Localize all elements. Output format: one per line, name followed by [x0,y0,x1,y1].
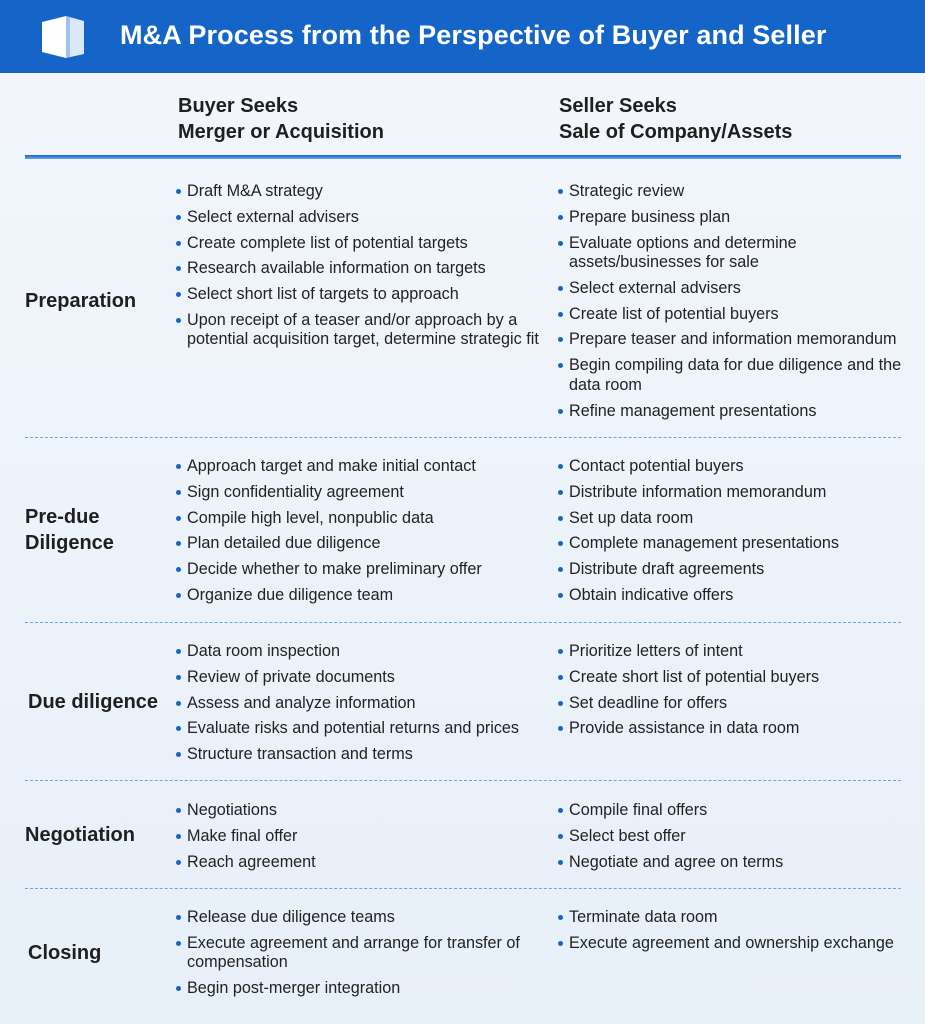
stage-label [28,689,158,715]
buyer-item-text: Reach agreement [187,852,316,871]
buyer-item-text: Sign confidentiality agreement [187,482,404,501]
seller-list-item [558,208,918,228]
seller-list-item [558,827,918,847]
buyer-item-text: Make final offer [187,826,298,845]
bullet-icon [558,189,563,194]
seller-list-item [558,908,918,928]
buyer-list [176,457,546,612]
bullet-icon [176,464,181,469]
bullet-icon [558,649,563,654]
seller-list [558,182,918,427]
seller-list-item [558,356,918,395]
bullet-icon [558,834,563,839]
book-icon [40,16,88,58]
bullet-icon [176,701,181,706]
buyer-list-item [176,979,546,999]
bullet-icon [176,752,181,757]
bullet-icon [176,915,181,920]
buyer-list-item [176,311,546,350]
stage-label-line: Closing [28,942,102,964]
seller-list-item [558,642,918,662]
buyer-item-text: Approach target and make initial contact [187,457,476,475]
seller-item-text: Strategic review [569,182,685,200]
buyer-list-item [176,934,546,973]
buyer-list [176,801,546,878]
bullet-icon [176,241,181,246]
buyer-item-text: Evaluate risks and potential returns and prices [187,719,520,738]
stage-label-line: Negotiation [25,824,135,846]
buyer-item-text: Review of private documents [187,667,395,686]
seller-list-item [558,719,918,739]
row-divider [25,888,901,889]
buyer-list-item [176,668,546,688]
seller-item-text: Set up data room [569,508,694,527]
bullet-icon [176,318,181,323]
seller-list-item [558,534,918,554]
buyer-heading-line-1: Buyer Seeks [178,95,299,117]
seller-item-text: Select best offer [569,826,686,845]
buyer-list-item [176,719,546,739]
bullet-icon [558,286,563,291]
buyer-list-item [176,694,546,714]
bullet-icon [558,516,563,521]
buyer-item-text: Select external advisers [187,207,359,226]
seller-item-text: Terminate data room [569,908,718,926]
buyer-item-text: Release due diligence teams [187,908,395,926]
buyer-list-item [176,801,546,821]
bullet-icon [176,593,181,598]
seller-item-text: Begin compiling data for due diligence and the data room [569,356,902,394]
buyer-list-item [176,853,546,873]
bullet-icon [176,649,181,654]
seller-item-text: Obtain indicative offers [569,585,734,604]
bullet-icon [558,567,563,572]
buyer-list-item [176,586,546,606]
stage-label-line: Due diligence [28,691,159,713]
row-divider [25,437,901,438]
seller-item-text: Create list of potential buyers [569,304,779,323]
seller-item-text: Provide assistance in data room [569,719,800,738]
seller-list-item [558,801,918,821]
seller-heading-line-1: Seller Seeks [559,95,677,117]
seller-item-text: Create short list of potential buyers [569,667,820,686]
buyer-item-text: Upon receipt of a teaser and/or approach by a potential acquisition target, determine strategic fit [187,310,539,349]
bullet-icon [176,490,181,495]
seller-list [558,801,918,878]
seller-list [558,908,918,960]
seller-item-text: Distribute draft agreements [569,560,765,579]
seller-list-item [558,934,918,954]
bullet-icon [558,215,563,220]
buyer-list-item [176,908,546,928]
buyer-heading-line-2: Merger or Acquisition [178,121,384,143]
bullet-icon [176,860,181,865]
bullet-icon [176,292,181,297]
bullet-icon [558,675,563,680]
buyer-item-text: Organize due diligence team [187,585,394,604]
seller-list-item [558,853,918,873]
buyer-list-item [176,534,546,554]
buyer-list-item [176,560,546,580]
buyer-item-text: Select short list of targets to approach [187,285,459,304]
seller-item-text: Prioritize letters of intent [569,642,743,660]
seller-list [558,457,918,612]
bullet-icon [558,541,563,546]
stage-label [25,288,136,314]
bullet-icon [558,363,563,368]
seller-list-item [558,668,918,688]
bullet-icon [558,593,563,598]
buyer-item-text: Assess and analyze information [187,693,416,712]
seller-list-item [558,305,918,325]
seller-list-item [558,509,918,529]
buyer-list-item [176,208,546,228]
buyer-column-heading [178,93,384,145]
header-divider [25,155,901,159]
seller-list-item [558,182,918,202]
seller-item-text: Complete management presentations [569,534,839,553]
seller-item-text: Distribute information memorandum [569,482,827,501]
bullet-icon [176,215,181,220]
buyer-item-text: Research available information on targets [187,259,486,278]
bullet-icon [176,189,181,194]
buyer-list-item [176,457,546,477]
stage-label-line: Pre-due [25,506,100,528]
bullet-icon [558,241,563,246]
buyer-list-item [176,642,546,662]
bullet-icon [176,808,181,813]
buyer-item-text: Compile high level, nonpublic data [187,508,434,527]
seller-heading-line-2: Sale of Company/Assets [559,121,793,143]
buyer-list-item [176,509,546,529]
bullet-icon [558,808,563,813]
buyer-list [176,642,546,771]
buyer-item-text: Data room inspection [187,642,340,660]
seller-list-item [558,586,918,606]
stage-label [25,822,135,848]
row-divider [25,622,901,623]
bullet-icon [176,986,181,991]
seller-list-item [558,457,918,477]
buyer-list [176,908,546,1005]
buyer-item-text: Negotiations [187,801,277,819]
buyer-list-item [176,745,546,765]
bullet-icon [558,409,563,414]
buyer-list [176,182,546,356]
seller-item-text: Select external advisers [569,278,741,297]
seller-item-text: Refine management presentations [569,401,817,420]
bullet-icon [176,541,181,546]
seller-list [558,642,918,745]
bullet-icon [558,701,563,706]
bullet-icon [558,915,563,920]
bullet-icon [176,516,181,521]
seller-item-text: Compile final offers [569,801,708,819]
bullet-icon [176,941,181,946]
page-title: M&A Process from the Perspective of Buyer and Seller [120,20,827,50]
bullet-icon [558,464,563,469]
stage-label [28,940,101,966]
bullet-icon [558,490,563,495]
buyer-item-text: Execute agreement and arrange for transfer of compensation [187,933,520,972]
buyer-item-text: Plan detailed due diligence [187,534,381,553]
bullet-icon [176,266,181,271]
buyer-item-text: Decide whether to make preliminary offer [187,560,482,579]
seller-list-item [558,694,918,714]
buyer-item-text: Begin post-merger integration [187,979,401,998]
bullet-icon [558,726,563,731]
buyer-list-item [176,234,546,254]
bullet-icon [558,860,563,865]
buyer-list-item [176,827,546,847]
buyer-list-item [176,285,546,305]
seller-item-text: Set deadline for offers [569,693,728,712]
bullet-icon [558,337,563,342]
seller-list-item [558,330,918,350]
seller-list-item [558,483,918,503]
seller-item-text: Evaluate options and determine assets/businesses for sale [569,233,797,272]
stage-label-line: Diligence [25,532,114,554]
seller-item-text: Execute agreement and ownership exchange [569,933,894,952]
buyer-item-text: Structure transaction and terms [187,745,413,764]
seller-list-item [558,560,918,580]
bullet-icon [176,834,181,839]
buyer-list-item [176,259,546,279]
bullet-icon [176,675,181,680]
bullet-icon [176,726,181,731]
buyer-item-text: Draft M&A strategy [187,182,323,200]
buyer-list-item [176,182,546,202]
seller-item-text: Prepare teaser and information memorandum [569,330,897,349]
buyer-item-text: Create complete list of potential targets [187,233,468,252]
seller-item-text: Prepare business plan [569,207,731,226]
title-bar [0,0,925,73]
seller-list-item [558,402,918,422]
stage-label-line: Preparation [25,290,137,312]
seller-item-text: Contact potential buyers [569,457,744,475]
seller-column-heading [559,93,792,145]
buyer-list-item [176,483,546,503]
seller-list-item [558,234,918,273]
row-divider [25,780,901,781]
bullet-icon [558,941,563,946]
bullet-icon [176,567,181,572]
seller-item-text: Negotiate and agree on terms [569,852,784,871]
stage-label [25,504,114,556]
seller-list-item [558,279,918,299]
bullet-icon [558,312,563,317]
